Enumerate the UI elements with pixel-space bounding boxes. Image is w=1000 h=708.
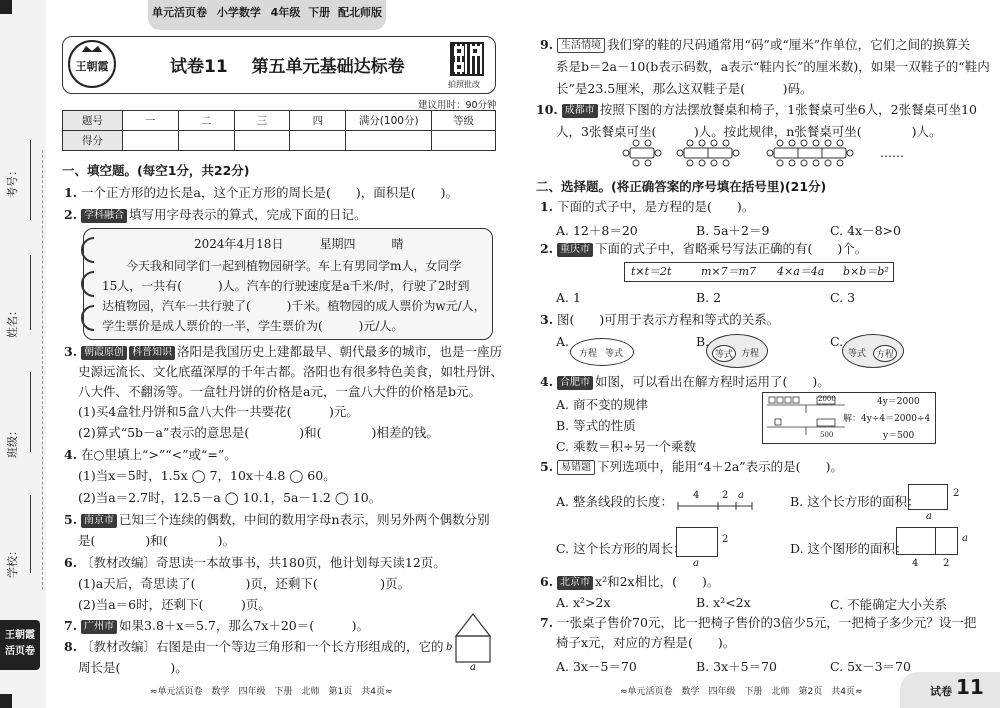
q3-sub-2: (2)算式“5b－a”表示的意思是( )和( )相差的钱。 bbox=[78, 425, 439, 440]
c3-venn-b bbox=[706, 334, 768, 368]
c5-seg-a: a bbox=[738, 490, 744, 501]
q4-sub-2: (2)当a＝2.7时，12.5－a ◯ 10.1，5a－1.2 ◯ 10。 bbox=[78, 490, 382, 505]
q7-text: 如果3.8＋x＝5.7，那么7x＋20＝( )。 bbox=[119, 618, 370, 633]
c4-n2: 500 bbox=[820, 431, 834, 439]
c7-option-a[interactable]: A. 3x－5＝70 bbox=[556, 659, 637, 674]
q9-num: 9. bbox=[540, 37, 554, 52]
sidebar-logo-line2: 活页卷 bbox=[5, 646, 35, 657]
c3-b-dc: 等式 bbox=[712, 345, 736, 362]
q10-line-1: 按照下图的方法摆放餐桌和椅子，1张餐桌可坐6人，2张餐桌可坐10 bbox=[599, 102, 977, 117]
q8-label-b: b bbox=[446, 642, 453, 653]
spiral-rings-icon bbox=[64, 230, 104, 340]
c4-step-3: y＝500 bbox=[883, 431, 915, 441]
q3 bbox=[64, 343, 502, 361]
q3-sub-1: (1)买4盒牡丹饼和5盒八大件一共要花( )元。 bbox=[78, 404, 359, 419]
q9 bbox=[540, 36, 970, 54]
q3-tag2: 科普知识 bbox=[129, 346, 175, 360]
c5-option-c[interactable]: C. 这个长方形的周长： bbox=[556, 541, 686, 556]
c3-a-fc: 方程 bbox=[579, 349, 598, 359]
q3-num: 3. bbox=[64, 344, 78, 359]
q1-num: 1. bbox=[64, 185, 78, 200]
qr-code[interactable] bbox=[450, 42, 484, 76]
c1-option-b[interactable]: B. 5a＋2＝9 bbox=[696, 223, 770, 238]
score-table-wrap bbox=[62, 110, 496, 151]
q9-line-2: 系是b＝2a－10(b表示码数，a表示“鞋内长”的厘米数)，如果一双鞋子的“鞋内 bbox=[556, 59, 990, 74]
c3-option-c[interactable]: C. bbox=[830, 334, 844, 349]
q8-label-a: a bbox=[470, 662, 476, 673]
c4-n1: 2000 bbox=[818, 395, 836, 403]
unit-title: 第五单元基础达标卷 bbox=[251, 57, 405, 77]
c4-num: 4. bbox=[540, 374, 554, 389]
c7-line-1: 一张桌子售价70元，比一把椅子售价的3倍少5元，一把椅子多少元？设一把 bbox=[557, 615, 977, 630]
header-subject: 小学数学 bbox=[216, 6, 261, 19]
q6-num: 6. bbox=[64, 555, 78, 570]
q7-num: 7. bbox=[64, 618, 78, 633]
c3-venn-c bbox=[842, 334, 904, 368]
c5-c-rect bbox=[676, 527, 718, 557]
corner-number: 11 bbox=[956, 675, 984, 699]
score-input-3[interactable] bbox=[234, 131, 290, 151]
q10 bbox=[536, 101, 977, 119]
score-table bbox=[62, 110, 496, 151]
cell-2: 二 bbox=[178, 111, 234, 131]
header-edition: 配北师版 bbox=[338, 6, 383, 19]
q3-tag1: 朝霞原创 bbox=[81, 346, 127, 360]
c5-b-label-a: a bbox=[926, 511, 932, 522]
binding-dashed-line bbox=[42, 150, 43, 590]
c6-option-b[interactable]: B. x²<2x bbox=[696, 595, 751, 610]
q6 bbox=[64, 554, 446, 572]
diary-line-2: 15人，一共有( )人。汽车的行驶速度是a千米/时，行驶了2时到 bbox=[102, 279, 470, 293]
c5-c-label-2: 2 bbox=[722, 534, 729, 545]
footer-left: ≈单元活页卷 数学 四年级 下册 北师 第1页 共4页≈ bbox=[150, 687, 393, 697]
corner-badge bbox=[900, 672, 1000, 708]
q7 bbox=[64, 617, 369, 635]
c4-step-1: 4y＝2000 bbox=[877, 397, 920, 407]
brand-logo-text: 王朝霞 bbox=[75, 60, 109, 73]
c5-seg-2: 2 bbox=[722, 490, 729, 501]
c5-d-rect bbox=[896, 527, 958, 555]
diary-box bbox=[83, 228, 493, 340]
c2-num: 2. bbox=[540, 241, 554, 256]
c5-tag: 易错题 bbox=[557, 460, 595, 475]
q8 bbox=[64, 638, 444, 656]
xingming-label: 姓名： bbox=[6, 305, 19, 338]
banji-field[interactable] bbox=[30, 372, 31, 452]
q6-sub-1: (1)a天后，奇思读了( )页，还剩下( )页。 bbox=[78, 576, 411, 591]
header-grade: 4年级 bbox=[270, 6, 301, 19]
q9-line-3: 长”是23.5厘米，那么这双鞋子是( )码。 bbox=[556, 81, 813, 96]
q4-sub-1: (1)当x＝5时，1.5x ◯ 7，10x＋4.8 ◯ 60。 bbox=[78, 468, 336, 483]
binding-top-block bbox=[0, 0, 12, 14]
triangle-rectangle-figure bbox=[448, 610, 498, 670]
c5-seg-4: 4 bbox=[693, 490, 700, 501]
c7-line-2: 椅子x元，对应的方程是( )。 bbox=[556, 635, 736, 650]
c2-option-b[interactable]: B. 2 bbox=[696, 290, 722, 305]
top-header bbox=[148, 0, 386, 30]
cell-tihao: 题号 bbox=[63, 111, 123, 131]
cell-defen: 得分 bbox=[63, 131, 123, 151]
binding-bottom-block bbox=[0, 694, 12, 708]
score-input-1[interactable] bbox=[122, 131, 178, 151]
c5-option-b[interactable]: B. 这个长方形的面积： bbox=[790, 494, 920, 509]
binding-strip bbox=[0, 0, 46, 708]
header-term: 下册 bbox=[308, 6, 331, 19]
q1-text: 一个正方形的边长是a，这个正方形的周长是( )，面积是( )。 bbox=[81, 185, 459, 200]
cell-grade: 等级 bbox=[432, 111, 496, 131]
c3-b-fc: 方程 bbox=[741, 349, 760, 359]
c3-c-dc: 等式 bbox=[848, 349, 867, 359]
diary-line-4: 学生票价是成人票价的一半，学生票价为( )元/人。 bbox=[102, 319, 404, 333]
paper-number: 试卷11 bbox=[170, 57, 228, 77]
section2-heading: 二、选择题。(将正确答案的序号填在括号里)(21分) bbox=[536, 179, 827, 194]
c3-num: 3. bbox=[540, 312, 554, 327]
score-input-grade[interactable] bbox=[432, 131, 496, 151]
c5-b-rect bbox=[908, 484, 948, 510]
c7-num: 7. bbox=[540, 615, 554, 630]
paper-title bbox=[170, 52, 405, 77]
c4-option-b[interactable]: B. 等式的性质 bbox=[556, 418, 636, 433]
cell-3: 三 bbox=[234, 111, 290, 131]
c5-num: 5. bbox=[540, 459, 554, 474]
c3-option-b[interactable]: B. bbox=[696, 334, 710, 349]
diary-date: 2024年4月18日 星期四 晴 bbox=[194, 237, 404, 251]
diary-line-1: 今天我和同学们一起到植物园研学。车上有男同学m人，女同学 bbox=[126, 259, 462, 273]
c1-num: 1. bbox=[540, 199, 554, 214]
c2-expression-box bbox=[624, 262, 894, 282]
c6-option-a[interactable]: A. x²>2x bbox=[556, 595, 611, 610]
q7-tag: 广州市 bbox=[81, 620, 117, 634]
c7-option-b[interactable]: B. 3x＋5＝70 bbox=[696, 659, 777, 674]
c4 bbox=[540, 373, 830, 391]
q6-text: 〔教材改编〕奇思读一本故事书，共180页，他计划每天读12页。 bbox=[81, 555, 446, 570]
c3-option-a[interactable]: A. bbox=[556, 334, 570, 349]
cell-1: 一 bbox=[122, 111, 178, 131]
c6-num: 6. bbox=[540, 574, 554, 589]
q5-tag: 南京市 bbox=[81, 514, 117, 528]
diary-line-3: 达植物园，汽车一共行驶了( )千米。植物园的成人票价为w元/人， bbox=[102, 299, 486, 313]
c4-text: 如图，可以看出在解方程时运用了( )。 bbox=[595, 374, 830, 389]
c2-option-c[interactable]: C. 3 bbox=[830, 290, 856, 305]
q5 bbox=[64, 511, 490, 529]
q5-num: 5. bbox=[64, 512, 78, 527]
kaohao-label: 考号： bbox=[6, 165, 19, 198]
q10-dots: …… bbox=[880, 146, 904, 160]
banji-label: 班级： bbox=[6, 425, 19, 458]
c2-expr-4: b×b＝b² bbox=[843, 265, 889, 278]
section1-heading: 一、填空题。(每空1分，共22分) bbox=[62, 163, 250, 178]
c4-option-c[interactable]: C. 乘数＝积÷另一个乘数 bbox=[556, 439, 697, 454]
score-input-total[interactable] bbox=[346, 131, 432, 151]
header-series: 单元活页卷 bbox=[151, 6, 207, 19]
c3 bbox=[540, 311, 779, 329]
c5-option-d[interactable]: D. 这个图形的面积： bbox=[790, 541, 908, 556]
c6-option-c[interactable]: C. 不能确定大小关系 bbox=[830, 597, 948, 612]
c6-tag: 北京市 bbox=[557, 576, 593, 590]
c1-text: 下面的式子中，是方程的是( )。 bbox=[557, 199, 755, 214]
c5-option-a[interactable]: A. 整条线段的长度： bbox=[556, 494, 673, 509]
c2-text: 下面的式子中，省略乘号写法正确的有( )个。 bbox=[595, 241, 868, 256]
c6-text: x²和2x相比，( )。 bbox=[595, 574, 720, 589]
score-table-header bbox=[63, 111, 496, 131]
c3-text: 图( )可用于表示方程和等式的关系。 bbox=[557, 312, 780, 327]
q4-text: 在○里填上“>”“<”或“=”。 bbox=[81, 447, 237, 462]
c2-option-a[interactable]: A. 1 bbox=[556, 290, 581, 305]
q3-line-3: 八大件、不翻汤等。一盒牡丹饼的价格是a元，一盒八大件的价格是b元。 bbox=[78, 384, 481, 399]
q3-line-2: 史源远流长、文化底蕴深厚的千年古都。洛阳也有很多特色美食，如牡丹饼、 bbox=[78, 364, 504, 379]
q5-line-2: 是( )和( )。 bbox=[78, 533, 236, 548]
q9-line-1: 我们穿的鞋的尺码通常用“码”或“厘米”作单位，它们之间的换算关 bbox=[607, 37, 971, 52]
corner-label: 试卷 bbox=[930, 685, 952, 698]
c5-c-label-a: a bbox=[693, 558, 699, 569]
c4-step-2: 解：4y÷4＝2000÷4 bbox=[843, 414, 931, 424]
q10-tag: 成都市 bbox=[562, 104, 598, 118]
c2-expr-3: 4×a＝4a bbox=[777, 265, 825, 278]
q10-line-2: 人，3张餐桌可坐( )人。按此规律，n张餐桌可坐( )人。 bbox=[556, 124, 942, 139]
sidebar-logo bbox=[0, 620, 40, 670]
balance-scale-icon bbox=[765, 393, 855, 443]
c4-balance-figure bbox=[762, 392, 936, 444]
q8-line-1: 〔教材改编〕右图是由一个等边三角形和一个长方形组成的，它的 bbox=[81, 639, 444, 654]
c1-option-a[interactable]: A. 12＋8＝20 bbox=[556, 223, 638, 238]
xingming-field[interactable] bbox=[30, 255, 31, 330]
q8-num: 8. bbox=[64, 639, 78, 654]
cell-full: 满分(100分) bbox=[346, 111, 432, 131]
score-input-4[interactable] bbox=[290, 131, 346, 151]
qr-label: 拍照批改 bbox=[448, 80, 480, 89]
c7 bbox=[540, 614, 976, 632]
c2-expr-2: m×7＝m7 bbox=[701, 265, 757, 278]
c2 bbox=[540, 240, 867, 258]
c5-d-label-4: 4 bbox=[912, 558, 919, 569]
q10-num: 10. bbox=[536, 102, 558, 117]
brand-logo bbox=[68, 40, 116, 88]
c3-venn-a bbox=[570, 338, 634, 366]
c5-b-label-2: 2 bbox=[953, 488, 960, 499]
c5-segment-figure bbox=[676, 494, 756, 512]
q2-tag: 学科融合 bbox=[81, 209, 127, 223]
q2-num: 2. bbox=[64, 207, 78, 222]
q6-sub-2: (2)当a＝6时，还剩下( )页。 bbox=[78, 597, 271, 612]
sidebar-logo-line1: 王朝霞 bbox=[5, 630, 35, 641]
c7-option-c[interactable]: C. 5x－3＝70 bbox=[830, 659, 911, 674]
c3-c-fc: 方程 bbox=[873, 345, 897, 362]
c1-option-c[interactable]: C. 4x－8>0 bbox=[830, 223, 901, 238]
q1 bbox=[64, 184, 458, 202]
c5-d-label-2: 2 bbox=[943, 558, 950, 569]
q8-line-2: 周长是( )。 bbox=[78, 660, 188, 675]
c2-tag: 重庆市 bbox=[557, 243, 593, 257]
kaohao-field[interactable] bbox=[30, 140, 31, 220]
c2-expr-1: t×t＝2t bbox=[631, 265, 672, 278]
c5-d-label-a: a bbox=[962, 533, 968, 544]
c3-a-dc: 等式 bbox=[605, 349, 624, 359]
c5-text: 下列选项中，能用“4＋2a”表示的是( )。 bbox=[597, 459, 843, 474]
c1 bbox=[540, 198, 754, 216]
q2 bbox=[64, 206, 367, 224]
c4-tag: 合肥市 bbox=[557, 376, 593, 390]
footer-right: ≈单元活页卷 数学 四年级 下册 北师 第2页 共4页≈ bbox=[620, 687, 863, 697]
cell-4: 四 bbox=[290, 111, 346, 131]
score-input-2[interactable] bbox=[178, 131, 234, 151]
q2-text: 填写用字母表示的算式，完成下面的日记。 bbox=[129, 207, 367, 222]
c4-option-a[interactable]: A. 商不变的规律 bbox=[556, 397, 648, 412]
q4 bbox=[64, 446, 237, 464]
q9-tag: 生活情境 bbox=[557, 38, 605, 53]
xuexiao-label: 学校： bbox=[6, 545, 19, 578]
xuexiao-field[interactable] bbox=[30, 495, 31, 573]
c6 bbox=[540, 573, 719, 591]
time-suggestion: 建议用时：90分钟 bbox=[418, 100, 497, 111]
q4-num: 4. bbox=[64, 447, 78, 462]
q5-line-1: 已知三个连续的偶数，中间的数用字母n表示，则另外两个偶数分别 bbox=[119, 512, 490, 527]
q3-line-1: 洛阳是我国历史上建都最早、朝代最多的城市，也是一座历 bbox=[177, 344, 503, 359]
c5 bbox=[540, 458, 843, 476]
score-table-row bbox=[63, 131, 496, 151]
